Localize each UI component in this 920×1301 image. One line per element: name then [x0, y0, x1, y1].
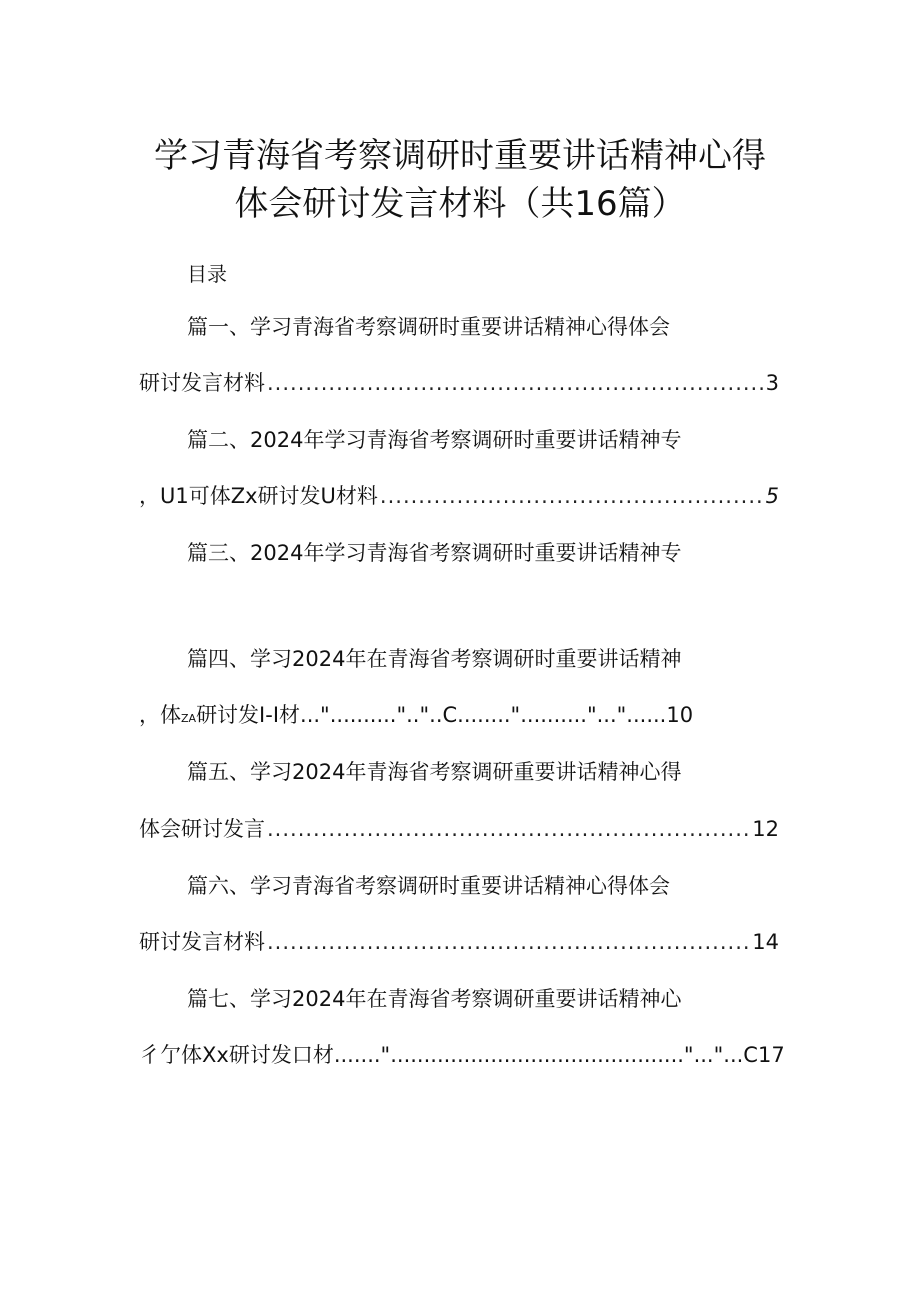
toc-entry-6-continuation[interactable]: [139, 928, 779, 956]
toc-entry-1-page: 3: [765, 371, 779, 395]
toc-entry-4-continuation[interactable]: [139, 701, 779, 733]
toc-entry-5-text: 体会研讨发言: [139, 817, 265, 841]
toc-entry-1-text: 研讨发言材料: [139, 371, 265, 395]
document-title-line-1: 学习青海省考察调研时重要讲话精神心得: [154, 136, 766, 176]
toc-label: 目录: [187, 262, 227, 286]
toc-entry-5-heading[interactable]: 篇五、学习2024年青海省考察调研重要讲话精神心得: [187, 760, 682, 784]
toc-entry-7-continuation[interactable]: [139, 1041, 785, 1069]
toc-entry-1-heading[interactable]: 篇一、学习青海省考察调研时重要讲话精神心得体会: [187, 315, 670, 339]
dot-leader: [380, 482, 764, 510]
toc-entry-6-page: 14: [752, 930, 779, 954]
toc-entry-2-text: ，U1可体Zx研讨发U材料: [139, 484, 378, 508]
toc-entry-4-text-a: ，体: [139, 703, 181, 727]
toc-entry-6-text: 研讨发言材料: [139, 930, 265, 954]
dot-leader: [267, 369, 764, 397]
toc-entry-7-heading[interactable]: 篇七、学习2024年在青海省考察调研重要讲话精神心: [187, 987, 682, 1011]
toc-entry-7-leader-and-page: ......."............................................"..."...C17: [333, 1043, 785, 1067]
toc-entry-4-text-b: 研讨发I-I材: [196, 703, 301, 727]
toc-entry-3-heading[interactable]: 篇三、2024年学习青海省考察调研时重要讲话精神专: [187, 541, 682, 565]
toc-entry-5-page: 12: [752, 817, 779, 841]
toc-entry-4-leader-and-page: ..."..........".."..C........".........."..."......10: [300, 703, 694, 727]
toc-entry-7-text: 彳亇体Xx研讨发口材: [139, 1043, 334, 1067]
toc-entry-1-continuation[interactable]: [139, 369, 779, 397]
toc-entry-2-continuation[interactable]: [139, 482, 779, 510]
toc-entry-5-continuation[interactable]: [139, 815, 779, 843]
toc-entry-6-heading[interactable]: 篇六、学习青海省考察调研时重要讲话精神心得体会: [187, 874, 670, 898]
toc-entry-4-text-small: ZA: [181, 712, 197, 725]
toc-entry-4-heading[interactable]: 篇四、学习2024年在青海省考察调研时重要讲话精神: [187, 647, 682, 671]
toc-entry-2-page: 5: [765, 484, 779, 508]
document-title-line-2: 体会研讨发言材料（共16篇）: [234, 184, 686, 224]
toc-entry-2-heading[interactable]: 篇二、2024年学习青海省考察调研时重要讲话精神专: [187, 428, 682, 452]
dot-leader: [267, 928, 750, 956]
dot-leader: [267, 815, 750, 843]
